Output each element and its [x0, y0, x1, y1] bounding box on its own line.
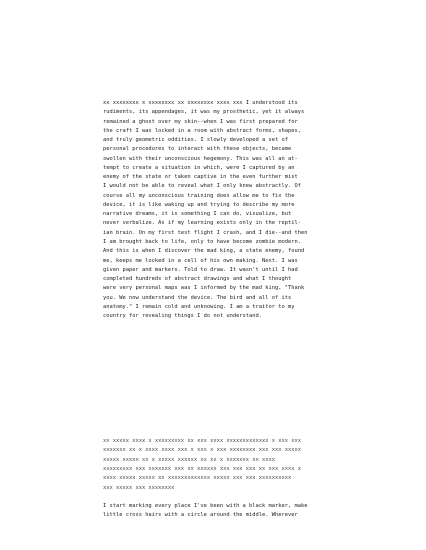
text-line: And this is when I discover the mad king, a state enemy, found	[103, 248, 305, 255]
text-line: xxxxx xxxxx xx x xxxxx xxxxxx xx xx x xxxxxxx xx xxxx	[103, 456, 276, 463]
text-line: anatomy." I remain cold and unknowing. I am a traitor to my	[103, 303, 295, 310]
text-line: the craft I was locked in a room with abstract forms, shapes,	[103, 127, 301, 134]
text-line: rudiments, its appendages, it was my prosthetic, yet it always	[103, 109, 305, 116]
text-line: were very personal maps was I informed by the mad king, "Thank	[103, 285, 305, 292]
text-line: you. We now understand the device. The bird and all of its	[103, 294, 292, 301]
text-line: and truly geometric oddities. I slowly developed a set of	[103, 137, 288, 144]
text-line: remained a ghost over my skin--when I was first prepared for	[103, 118, 298, 125]
text-line: course all my unconscious training does allow me to fix the	[103, 192, 295, 199]
text-line: xxxxxxxxx xxx xxxxxxx xxx xx xxxxxx xxx xxx xxx xx xxx xxxx x	[103, 466, 301, 472]
text-line: xx xxxxx xxxx x xxxxxxxxx xx xxx xxxx xxxxxxxxxxxxx x xxx xxx	[103, 438, 301, 444]
paragraph-redacted-2	[103, 465, 335, 493]
text-line: I start marking every place I've been with a black marker, make	[103, 503, 308, 509]
text-line: I would not be able to reveal what I only knew abstractly. Of	[103, 183, 301, 190]
text-line: me, keeps me locked in a cell of his own making. Next. I was	[103, 257, 298, 264]
text-line: xxxxxxx xx x xxxx xxxx xxx x xxx x xxx xxxxxxxx xxx xxx xxxxx	[103, 447, 301, 454]
text-line: never verbalize. As if my learning exists only in the reptil-	[103, 220, 301, 227]
text-line: narrative dreams, it is something I can do, visualize, but	[103, 211, 292, 218]
text-line: completed hundreds of abstract drawings and what I thought	[103, 276, 292, 283]
text-line: xxxx xxxxx xxxxx xx xxxxxxxxxxxxx xxxxx xxx xxx xxxxxxxxxx	[103, 475, 292, 482]
paragraph-redacted-1	[103, 437, 335, 465]
text-line: xxx xxxxx xxx xxxxxxxx	[103, 484, 175, 491]
text-line: little cross hairs with a circle around the middle. Wherever	[103, 512, 298, 519]
text-line: country for revealing things I do not understand.	[103, 313, 263, 320]
text-line: xx xxxxxxxx x xxxxxxxx xx xxxxxxxx xxxx xxx I understood its	[103, 100, 298, 106]
text-line: personal procedures to interact with these objects, became	[103, 146, 292, 153]
text-line: device, it is like waking up and trying to describe my more	[103, 201, 295, 208]
text-line: I am brought back to life, only to have become zombie modern.	[103, 238, 301, 245]
paragraph-narrative-2	[103, 502, 335, 521]
text-line: ian brain. On my first test flight I crash, and I die--and then	[103, 229, 308, 236]
text-line: tempt to create a situation in which, were I captured by an	[103, 164, 295, 171]
text-line: enemy of the state or taken captive in the even further mist	[103, 174, 298, 181]
paragraph-narrative-1	[103, 99, 335, 321]
text-line: swollen with their unconscious hegemony. This was all an at-	[103, 155, 298, 162]
text-line: given paper and markers. Told to draw. It wasn't until I had	[103, 266, 298, 273]
